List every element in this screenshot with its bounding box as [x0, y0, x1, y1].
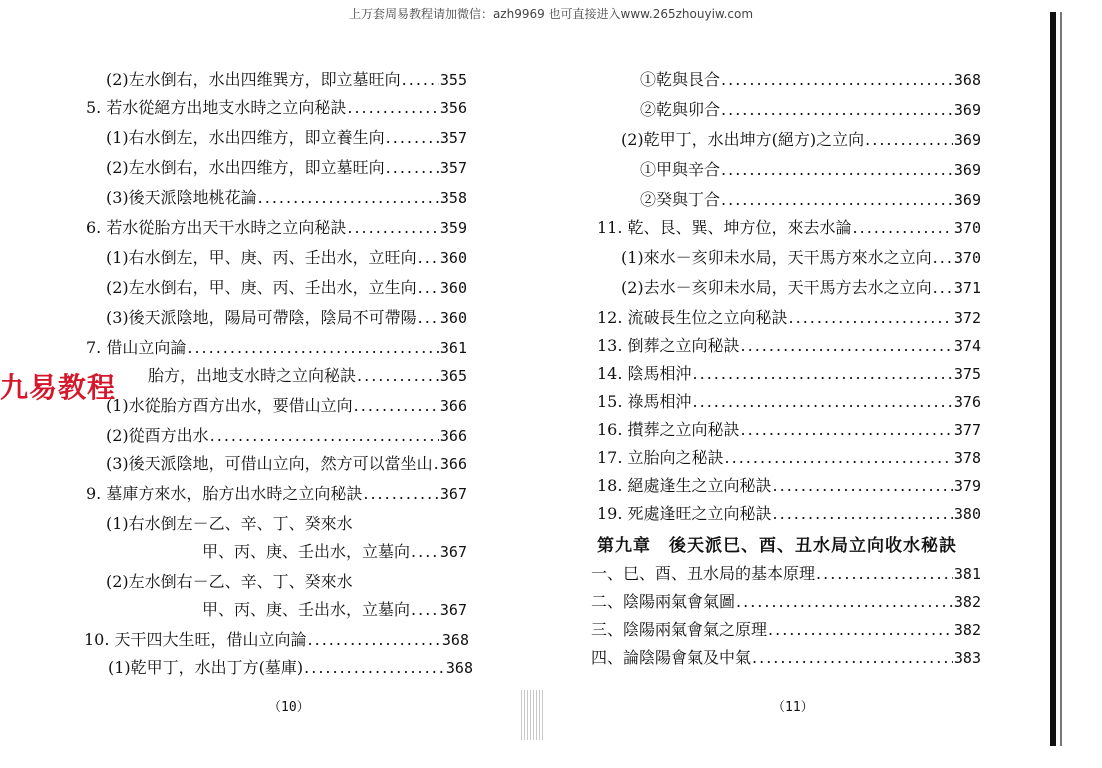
dot-leader — [418, 306, 439, 330]
entry-page-number: 360 — [439, 279, 467, 297]
entry-title: 19. 死處逢旺之立向秘訣 — [597, 504, 772, 523]
entry-page-number: 367 — [439, 543, 467, 561]
entry-page-number: 381 — [953, 565, 981, 583]
dot-leader — [402, 68, 439, 92]
left-toc-entry — [106, 68, 467, 92]
entry-page-number: 367 — [439, 601, 467, 619]
dot-leader — [210, 424, 439, 448]
entry-page-number: 382 — [953, 621, 981, 639]
dot-leader — [308, 628, 441, 652]
right-toc-entry — [597, 418, 981, 442]
left-toc-entry — [202, 540, 467, 564]
left-toc-entry — [86, 482, 467, 506]
entry-title: 17. 立胎向之秘訣 — [597, 448, 724, 467]
entry-page-number: 357 — [439, 129, 467, 147]
entry-title: (2)去水－亥卯未水局，天干馬方去水之立向 — [621, 278, 932, 297]
dot-leader — [258, 186, 439, 210]
entry-page-number: 366 — [439, 427, 467, 445]
dot-leader — [693, 390, 953, 414]
left-toc-entry — [86, 216, 467, 240]
right-toc-entry — [640, 188, 981, 212]
promo-header: 上万套周易教程请加微信：azh9969 也可直接进入www.265zhouyiw.com — [348, 7, 754, 21]
dot-leader — [741, 334, 953, 358]
entry-page-number: 355 — [439, 71, 467, 89]
right-toc-entry — [597, 446, 981, 470]
right-toc-entry — [597, 216, 981, 240]
dot-leader — [768, 618, 953, 642]
dot-leader — [386, 156, 439, 180]
right-toc-entry — [597, 534, 981, 558]
dot-leader — [773, 502, 953, 526]
page-edge-bar — [1050, 12, 1056, 746]
right-toc-entry — [591, 562, 981, 586]
entry-page-number: 370 — [953, 249, 981, 267]
left-toc-entry — [84, 628, 469, 652]
entry-title: (3)後天派陰地桃花論 — [106, 188, 257, 207]
dot-leader — [411, 540, 439, 564]
dot-leader — [721, 98, 953, 122]
entry-title: 10. 天干四大生旺，借山立向論 — [84, 630, 307, 649]
entry-page-number: 379 — [953, 477, 981, 495]
entry-page-number: 369 — [953, 161, 981, 179]
entry-page-number: 368 — [953, 71, 981, 89]
entry-title: 6. 若水從胎方出天干水時之立向秘訣 — [86, 218, 347, 237]
entry-page-number: 356 — [439, 99, 467, 117]
entry-title: (3)後天派陰地，可借山立向，然方可以當坐山 — [106, 454, 433, 473]
left-toc-entry — [106, 246, 467, 270]
right-toc-entry — [597, 474, 981, 498]
right-toc-entry — [640, 158, 981, 182]
entry-page-number: 357 — [439, 159, 467, 177]
entry-page-number: 361 — [439, 339, 467, 357]
dot-leader — [347, 96, 439, 120]
entry-page-number: 383 — [953, 649, 981, 667]
entry-title: ①乾與艮合 — [640, 70, 721, 89]
dot-leader — [347, 216, 439, 240]
left-toc-entry — [106, 276, 467, 300]
entry-page-number: 366 — [439, 397, 467, 415]
entry-title: 甲、丙、庚、壬出水，立墓向 — [202, 600, 411, 619]
dot-leader — [721, 158, 953, 182]
dot-leader — [816, 562, 953, 586]
dot-leader — [357, 364, 439, 388]
entry-page-number: 378 — [953, 449, 981, 467]
book-spine-shadow — [521, 690, 543, 740]
dot-leader — [789, 306, 953, 330]
entry-title: 甲、丙、庚、壬出水，立墓向 — [202, 542, 411, 561]
dot-leader — [853, 216, 953, 240]
entry-page-number: 382 — [953, 593, 981, 611]
left-toc-entry — [106, 186, 467, 210]
entry-title: (2)左水倒右，甲、庚、丙、壬出水，立生向 — [106, 278, 417, 297]
right-toc-entry — [640, 68, 981, 92]
right-toc-entry — [621, 276, 981, 300]
left-toc-entry — [108, 656, 473, 680]
entry-page-number: 368 — [441, 631, 469, 649]
right-toc-entry — [597, 334, 981, 358]
entry-page-number: 358 — [439, 189, 467, 207]
dot-leader — [693, 362, 953, 386]
entry-title: (1)右水倒左，甲、庚、丙、壬出水，立旺向 — [106, 248, 417, 267]
entry-page-number: 376 — [953, 393, 981, 411]
dot-leader — [386, 126, 439, 150]
entry-title: 11. 乾、艮、巽、坤方位，來去水論 — [597, 218, 852, 237]
left-page-number: （10） — [268, 700, 310, 715]
left-toc-entry — [86, 336, 467, 360]
dot-leader — [418, 276, 439, 300]
right-toc-entry — [591, 618, 981, 642]
entry-page-number: 370 — [953, 219, 981, 237]
dot-leader — [933, 276, 953, 300]
right-page-number: （11） — [772, 700, 814, 715]
entry-page-number: 360 — [439, 249, 467, 267]
right-toc-entry — [621, 246, 981, 270]
entry-page-number: 369 — [953, 101, 981, 119]
dot-leader — [304, 656, 445, 680]
right-toc-entry — [597, 390, 981, 414]
dot-leader — [434, 452, 439, 476]
entry-title: (2)左水倒右－乙、辛、丁、癸來水 — [106, 572, 353, 591]
right-toc-entry — [597, 502, 981, 526]
entry-title: 胎方，出地支水時之立向秘訣 — [148, 366, 357, 385]
entry-page-number: 374 — [953, 337, 981, 355]
left-toc-entry — [202, 598, 467, 622]
right-toc-entry — [597, 306, 981, 330]
dot-leader — [721, 188, 953, 212]
entry-page-number: 369 — [953, 191, 981, 209]
entry-page-number: 365 — [439, 367, 467, 385]
entry-title: ②乾與卯合 — [640, 100, 721, 119]
entry-page-number: 368 — [445, 659, 473, 677]
entry-title: (1)乾甲丁，水出丁方(墓庫) — [108, 658, 304, 677]
right-toc-entry — [621, 128, 981, 152]
left-toc-entry — [106, 570, 467, 594]
entry-title: 5. 若水從絕方出地支水時之立向秘訣 — [86, 98, 347, 117]
dot-leader — [736, 590, 953, 614]
entry-page-number: 369 — [953, 131, 981, 149]
entry-title: 一、巳、酉、丑水局的基本原理 — [591, 564, 816, 583]
right-page — [551, 0, 1102, 768]
dot-leader — [752, 646, 953, 670]
dot-leader — [865, 128, 953, 152]
entry-title: 三、陰陽兩氣會氣之原理 — [591, 620, 768, 639]
left-toc-entry — [106, 306, 467, 330]
entry-title: 四、論陰陽會氣及中氣 — [591, 648, 752, 667]
dot-leader — [418, 246, 439, 270]
dot-leader — [725, 446, 953, 470]
entry-page-number: 366 — [439, 455, 467, 473]
entry-page-number: 360 — [439, 309, 467, 327]
entry-title: ①甲與辛合 — [640, 160, 721, 179]
right-toc-entry — [597, 362, 981, 386]
entry-title: (1)右水倒左，水出四维方，即立養生向 — [106, 128, 385, 147]
entry-title: (3)後天派陰地，陽局可帶陰，陰局不可帶陽 — [106, 308, 417, 327]
entry-title: (1)來水－亥卯未水局，天干馬方來水之立向 — [621, 248, 932, 267]
dot-leader — [363, 482, 439, 506]
entry-title: 15. 祿馬相沖 — [597, 392, 692, 411]
dot-leader — [741, 418, 953, 442]
right-toc-entry — [591, 590, 981, 614]
dot-leader — [354, 394, 439, 418]
left-toc-entry — [148, 364, 467, 388]
right-toc-entry — [591, 646, 981, 670]
dot-leader — [773, 474, 953, 498]
dot-leader — [933, 246, 953, 270]
left-toc-entry — [106, 452, 467, 476]
entry-page-number: 380 — [953, 505, 981, 523]
entry-title: (2)乾甲丁，水出坤方(絕方)之立向 — [621, 130, 865, 149]
watermark-logo: 九易教程 — [0, 371, 117, 404]
entry-page-number: 372 — [953, 309, 981, 327]
dot-leader — [411, 598, 439, 622]
entry-title: (2)左水倒右，水出四维方，即立墓旺向 — [106, 158, 385, 177]
entry-title: 第九章 後天派巳、酉、丑水局立向收水秘訣 — [597, 536, 957, 556]
left-toc-entry — [106, 394, 467, 418]
entry-title: 13. 倒葬之立向秘訣 — [597, 336, 740, 355]
entry-title: 16. 攅葬之立向秘訣 — [597, 420, 740, 439]
left-toc-entry — [106, 126, 467, 150]
dot-leader — [721, 68, 953, 92]
entry-title: ②癸與丁合 — [640, 190, 721, 209]
left-toc-entry — [106, 156, 467, 180]
entry-page-number: 371 — [953, 279, 981, 297]
right-toc-entry — [640, 98, 981, 122]
entry-title: 二、陰陽兩氣會氣圖 — [591, 592, 736, 611]
entry-title: (1)右水倒左－乙、辛、丁、癸來水 — [106, 514, 353, 533]
entry-title: 12. 流破長生位之立向秘訣 — [597, 308, 788, 327]
page-edge-line — [1060, 12, 1062, 746]
entry-title: 7. 借山立向論 — [86, 338, 187, 357]
entry-title: 18. 絕處逢生之立向秘訣 — [597, 476, 772, 495]
entry-page-number: 359 — [439, 219, 467, 237]
entry-title: (1)水從胎方酉方出水，要借山立向 — [106, 396, 353, 415]
left-toc-entry — [106, 424, 467, 448]
entry-title: 14. 陰馬相沖 — [597, 364, 692, 383]
left-toc-entry — [86, 96, 467, 120]
left-toc-entry — [106, 512, 467, 536]
dot-leader — [187, 336, 439, 360]
entry-title: (2)從酉方出水 — [106, 426, 209, 445]
entry-title: 9. 墓庫方來水，胎方出水時之立向秘訣 — [86, 484, 363, 503]
entry-page-number: 377 — [953, 421, 981, 439]
entry-title: (2)左水倒右，水出四维巽方，即立墓旺向 — [106, 70, 401, 89]
entry-page-number: 367 — [439, 485, 467, 503]
entry-page-number: 375 — [953, 365, 981, 383]
